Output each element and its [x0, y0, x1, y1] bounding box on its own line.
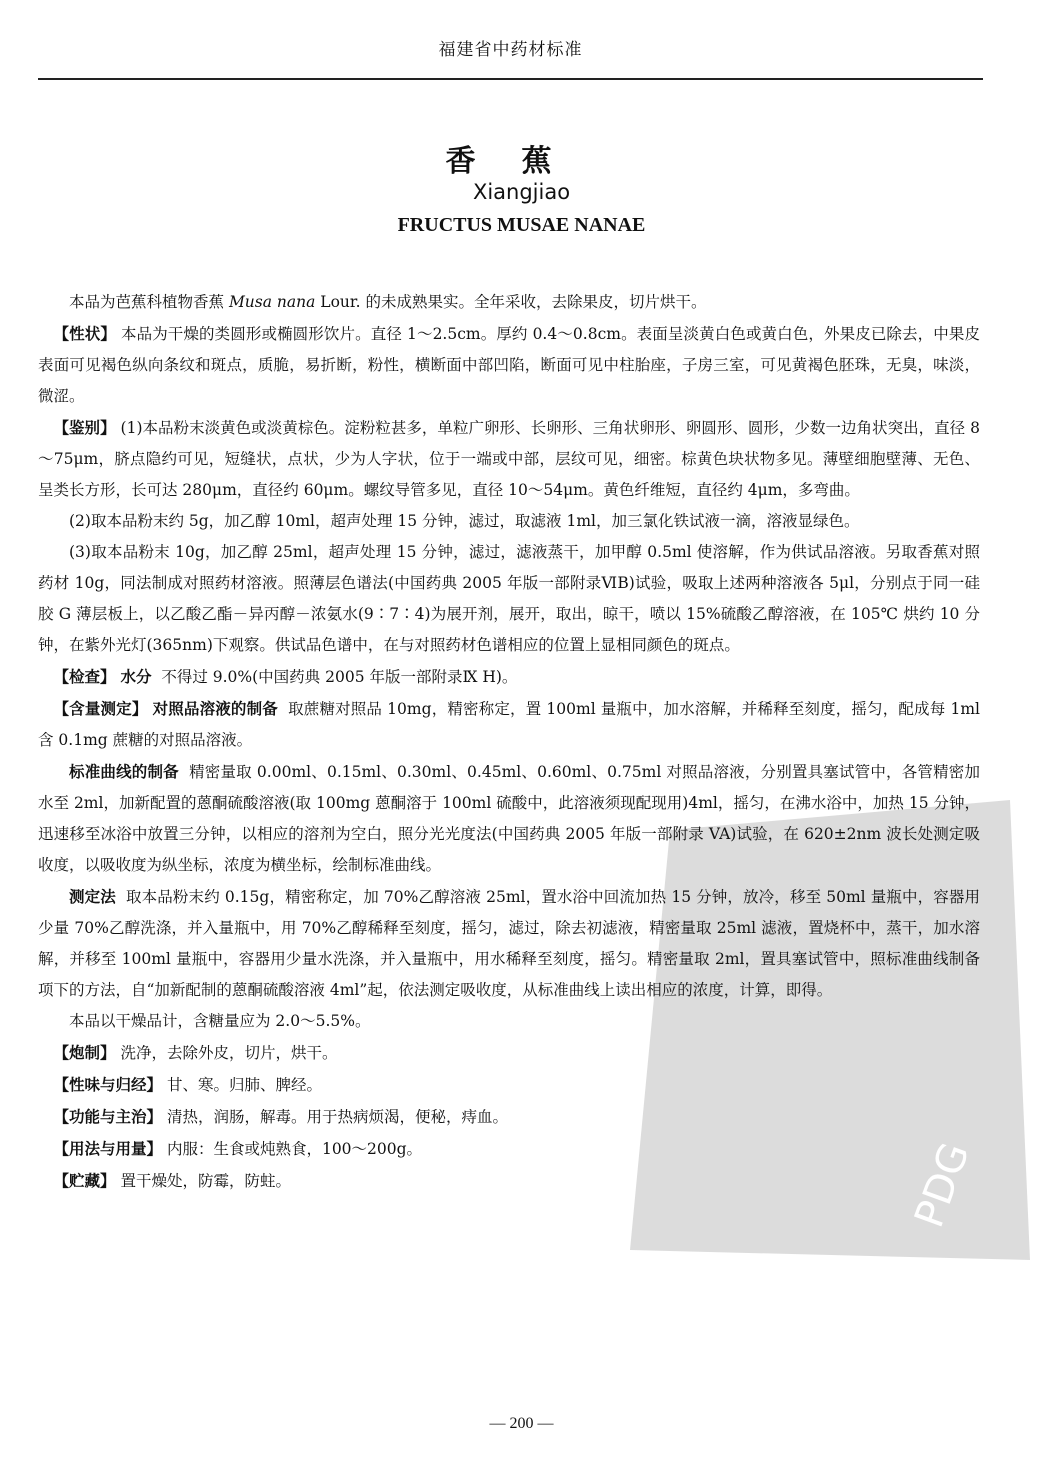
section-hanliang: 【含量测定】 对照品溶液的制备 取蔗糖对照品 10mg，精密称定，置 100ml 量瓶中，加水溶解，并稀释至刻度，摇匀，配成每 1ml 含 0.1mg 蔗糖的对照品溶液。	[38, 699, 980, 749]
section-label: 【用法与用量】	[53, 1139, 163, 1158]
section-xingwei: 【性味与归经】 甘、寒。归肺、脾经。	[53, 1075, 322, 1094]
page-number: — 200 —	[489, 1415, 554, 1432]
section-jiancha: 【检查】 水分 不得过 9.0%(中国药典 2005 年版一部附录Ⅸ H)。	[53, 667, 518, 686]
section-label: 【炮制】	[53, 1043, 116, 1062]
jianbie-item-3: (3)取本品粉末 10g，加乙醇 25ml，超声处理 15 分钟，滤过，滤液蒸干，加甲醇 0.5ml 使溶解，作为供试品溶液。另取香蕉对照药材 10g，同法制成对照药材溶液。照薄层色谱法(中国药典 2005 年版一部附录ⅥB)试验，吸取上述两种溶液各 5μl，分别点于同一硅胶 G 薄层板上，以乙酸乙酯－异丙醇－浓氨水(9∶7∶4)为展开剂，展开，取出，晾干，喷以 15%硫酸乙醇溶液，在 105℃ 烘约 10 分钟，在紫外光灯(365nm)下观察。供试品色谱中，在与对照药材色谱相应的位置上显相同颜色的斑点。	[38, 543, 980, 654]
hanliang-standard-curve: 标准曲线的制备 精密量取 0.00ml、0.15ml、0.30ml、0.45ml、0.60ml、0.75ml 对照品溶液，分别置具塞试管中，各管精密加水至 2ml，加新配置的蒽酮硫酸溶液(取 100mg 蒽酮溶于 100ml 硫酸中，此溶液须现配现用)4ml，摇匀，在沸水浴中，加热 15 分钟，迅速移至冰浴中放置三分钟，以相应的溶剂为空白，照分光光度法(中国药典 2005 年版一部附录 VA)试验，在 620±2nm 波长处测定吸收度，以吸收度为纵坐标，浓度为横坐标，绘制标准曲线。	[38, 762, 980, 874]
section-label: 【性状】	[53, 324, 116, 343]
hanliang-limit: 本品以干燥品计，含糖量应为 2.0～5.5%。	[69, 1012, 371, 1030]
running-title: 福建省中药材标准	[438, 40, 583, 60]
running-header	[38, 28, 983, 80]
monograph-title: 香蕉	[445, 144, 598, 179]
section-label: 【贮藏】	[53, 1171, 116, 1190]
section-xingzhuang: 【性状】 本品为干燥的类圆形或椭圆形饮片。直径 1～2.5cm。厚约 0.4～0.8cm。表面呈淡黄白色或黄白色，外果皮已除去，中果皮表面可见褐色纵向条纹和斑点，质脆，易折断，粉性，横断面中部凹陷，断面可见中柱胎座，子房三室，可见黄褐色胚珠，无臭，味淡，微涩。	[38, 324, 980, 405]
monograph-latin-name: FRUCTUS MUSAE NANAE	[397, 214, 646, 236]
section-label: 【性味与归经】	[53, 1075, 163, 1094]
section-gongneng: 【功能与主治】 清热，润肠，解毒。用于热病烦渴，便秘，痔血。	[53, 1107, 508, 1126]
monograph-pinyin: Xiangjiao	[472, 180, 571, 204]
section-paozhi: 【炮制】 洗净，去除外皮，切片，烘干。	[53, 1043, 338, 1062]
section-yongfa: 【用法与用量】 内服：生食或炖熟食，100～200g。	[53, 1139, 423, 1158]
jianbie-item-2: (2)取本品粉末约 5g，加乙醇 10ml，超声处理 15 分钟，滤过，取滤液 1ml，加三氯化铁试液一滴，溶液显绿色。	[69, 512, 860, 530]
section-label: 【检查】	[53, 667, 116, 686]
section-label: 【含量测定】	[53, 699, 148, 718]
monograph-body	[38, 287, 980, 1197]
section-label: 【鉴别】	[53, 418, 116, 437]
section-zhucang: 【贮藏】 置干燥处，防霉，防蛀。	[53, 1171, 291, 1190]
section-label: 【功能与主治】	[53, 1107, 163, 1126]
species-name: Musa nana	[228, 293, 316, 311]
watermark-text: PDG	[906, 1136, 979, 1234]
hanliang-method: 测定法 取本品粉末约 0.15g，精密称定，加 70%乙醇溶液 25ml，置水浴中回流加热 15 分钟，放冷，移至 50ml 量瓶中，容器用少量 70%乙醇洗涤，并入量瓶中，用 70%乙醇稀释至刻度，摇匀，滤过，除去初滤液，精密量取 25ml 滤液，置烧杯中，蒸干，加水溶解，并移至 100ml 量瓶中，容器用少量水洗涤，并入量瓶中，用水稀释至刻度，摇匀。精密量取 2ml，置具塞试管中，照标准曲线制备项下的方法，自“加新配制的蒽酮硫酸溶液 4ml”起，依法测定吸收度，从标准曲线上读出相应的浓度，计算，即得。	[38, 887, 980, 999]
intro-paragraph: 本品为芭蕉科植物香蕉 Musa nana Lour. 的未成熟果实。全年采收，去除果皮，切片烘干。	[69, 293, 707, 311]
section-jianbie: 【鉴别】 (1)本品粉末淡黄色或淡黄棕色。淀粉粒甚多，单粒广卵形、长卵形、三角状卵形、卵圆形、圆形，少数一边角状突出，直径 8～75μm，脐点隐约可见，短缝状，点状，少为人字状，位于一端或中部，层纹可见，细密。棕黄色块状物多见。薄壁细胞壁薄、无色、呈类长方形，长可达 280μm，直径约 60μm。螺纹导管多见，直径 10～54μm。黄色纤维短，直径约 4μm，多弯曲。	[38, 418, 980, 499]
